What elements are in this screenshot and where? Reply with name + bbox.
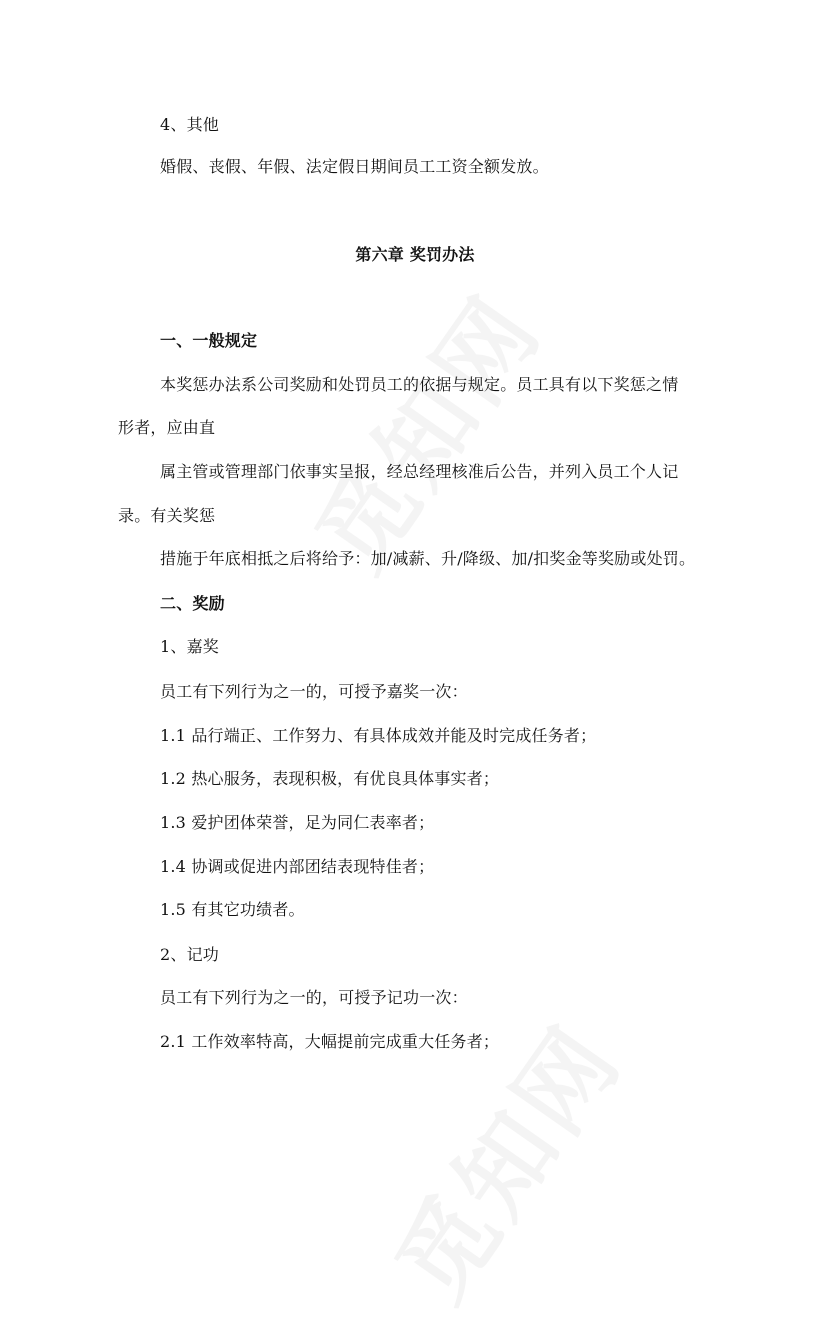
list-item: 1.1 品行端正、工作努力、有具体成效并能及时完成任务者； bbox=[160, 726, 597, 745]
section-heading-rewards: 二、奖励 bbox=[160, 594, 225, 613]
subsection-heading-commendation: 1、嘉奖 bbox=[160, 637, 219, 656]
paragraph-line: 措施于年底相抵之后将给予：加/减薪、升/降级、加/扣奖金等奖励或处罚。 bbox=[160, 549, 696, 568]
chapter-title: 第六章 奖罚办法 bbox=[355, 245, 475, 264]
paragraph-line: 员工有下列行为之一的，可授予嘉奖一次： bbox=[160, 682, 468, 701]
subsection-heading-other: 4、其他 bbox=[160, 115, 219, 134]
list-item: 1.4 协调或促进内部团结表现特佳者； bbox=[160, 857, 435, 876]
subsection-heading-merit: 2、记功 bbox=[160, 945, 219, 964]
paragraph-leave-pay: 婚假、丧假、年假、法定假日期间员工工资全额发放。 bbox=[160, 157, 549, 176]
section-heading-general: 一、一般规定 bbox=[160, 331, 258, 350]
list-item: 1.3 爱护团体荣誉，足为同仁表率者； bbox=[160, 813, 435, 832]
paragraph-line: 本奖惩办法系公司奖励和处罚员工的依据与规定。员工具有以下奖惩之情 bbox=[160, 375, 679, 394]
list-item: 1.5 有其它功绩者。 bbox=[160, 900, 305, 919]
watermark bbox=[279, 264, 567, 593]
paragraph-line: 属主管或管理部门依事实呈报，经总经理核准后公告，并列入员工个人记 bbox=[160, 462, 679, 481]
list-item: 1.2 热心服务，表现积极，有优良具体事实者； bbox=[160, 769, 500, 788]
paragraph-line: 录。有关奖惩 bbox=[118, 506, 216, 525]
paragraph-line: 员工有下列行为之一的，可授予记功一次： bbox=[160, 988, 468, 1007]
paragraph-line: 形者，应由直 bbox=[118, 418, 216, 437]
list-item: 2.1 工作效率特高，大幅提前完成重大任务者； bbox=[160, 1032, 500, 1051]
